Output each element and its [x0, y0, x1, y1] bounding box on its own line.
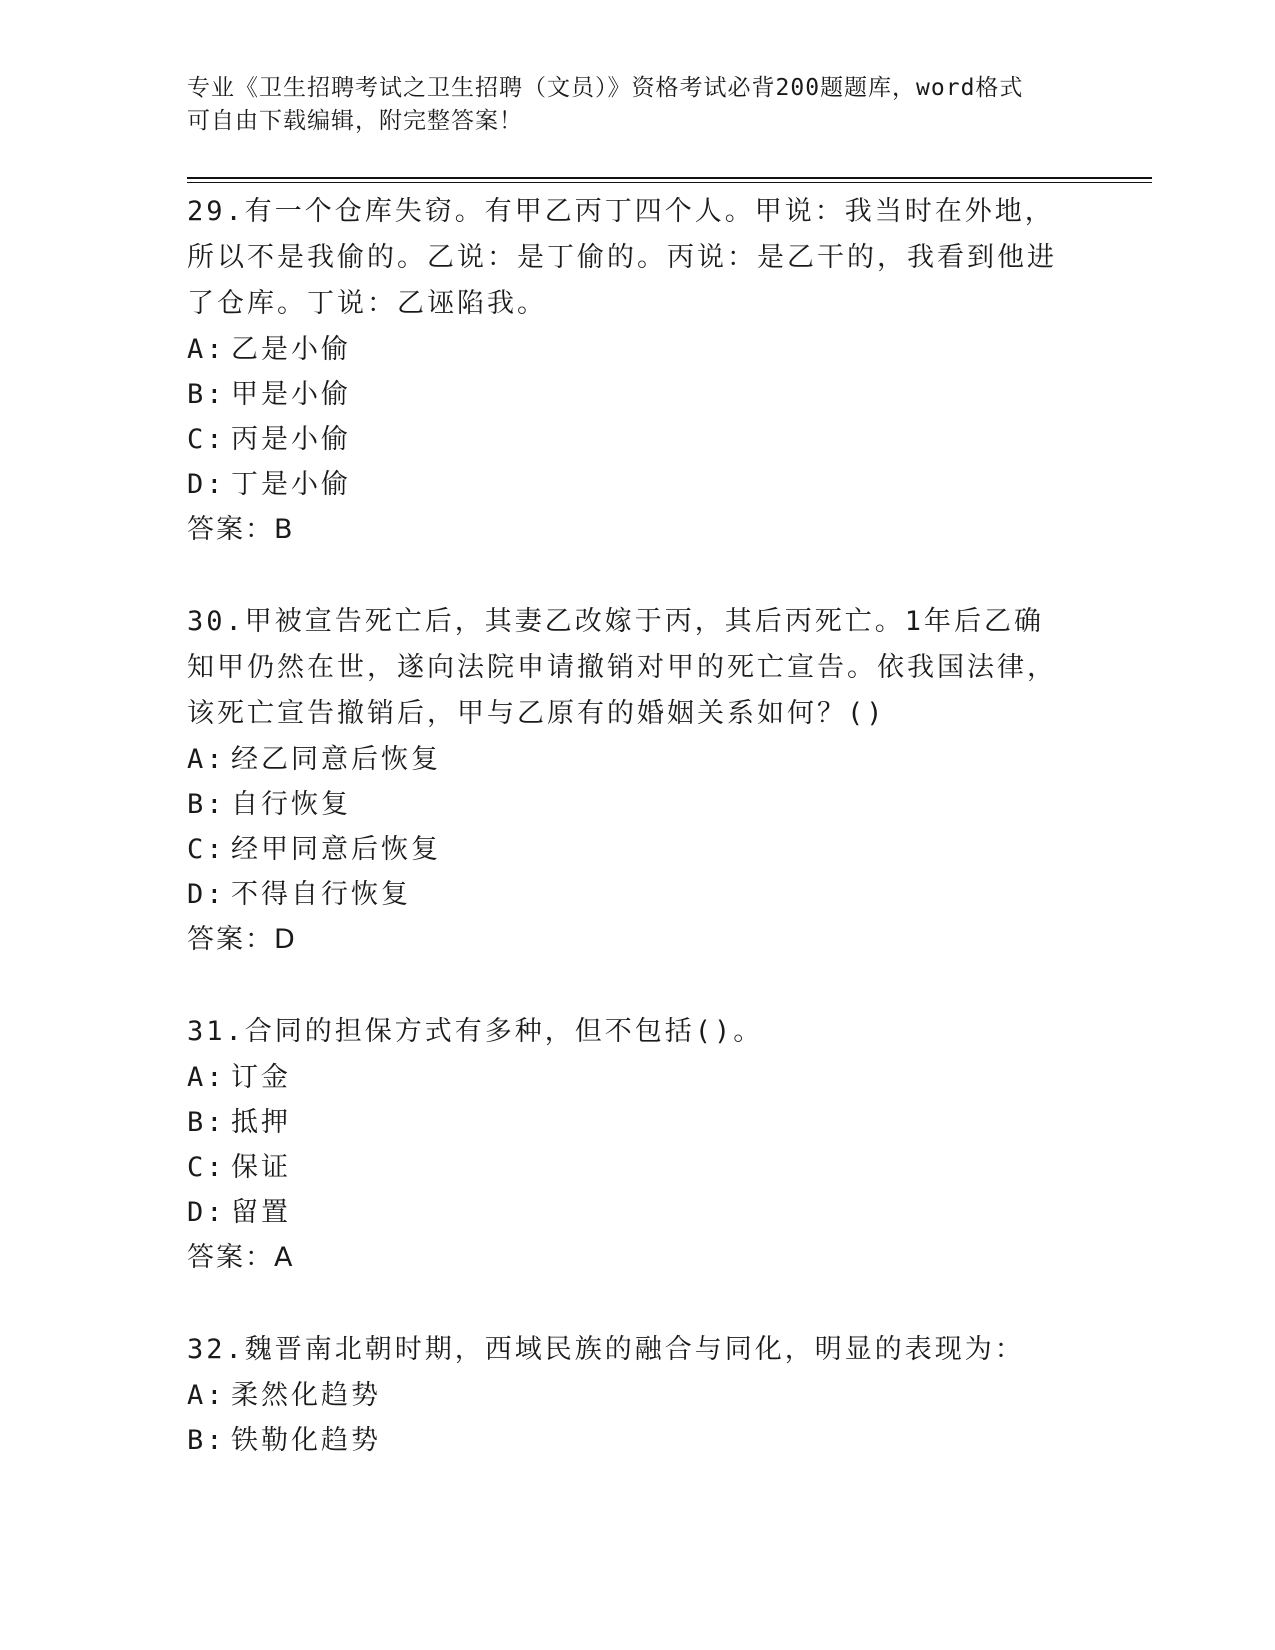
answer: 答案：A — [187, 1242, 295, 1273]
question-29 — [187, 189, 1067, 553]
option-b — [187, 1100, 1067, 1145]
question-text: 31.合同的担保方式有多种，但不包括()。 — [187, 1016, 764, 1047]
option-text: 不得自行恢复 — [231, 879, 411, 910]
answer: 答案：B — [187, 514, 295, 545]
question-31 — [187, 1009, 1067, 1281]
option-a — [187, 1055, 1067, 1100]
option-b — [187, 372, 1067, 417]
option-b — [187, 1418, 1067, 1463]
option-key: A: — [187, 1062, 226, 1093]
option-text: 自行恢复 — [231, 789, 351, 820]
option-key: C: — [187, 1152, 226, 1183]
option-text: 甲是小偷 — [231, 379, 351, 410]
header-line-1: 专业《卫生招聘考试之卫生招聘（文员）》资格考试必背200题题库，word格式 — [187, 75, 1024, 101]
option-key: D: — [187, 469, 226, 500]
option-key: C: — [187, 834, 226, 865]
option-key: D: — [187, 879, 226, 910]
option-key: A: — [187, 744, 226, 775]
question-text: 30.甲被宣告死亡后，其妻乙改嫁于丙，其后丙死亡。1年后乙确知甲仍然在世，遂向法院申请撤销对甲的死亡宣告。依我国法律，该死亡宣告撤销后，甲与乙原有的婚姻关系如何？() — [187, 606, 1057, 729]
option-b — [187, 782, 1067, 827]
header-divider-thin — [187, 182, 1152, 183]
option-d — [187, 872, 1067, 917]
option-key: B: — [187, 789, 226, 820]
option-text: 柔然化趋势 — [231, 1380, 381, 1411]
question-30 — [187, 599, 1067, 963]
option-text: 经乙同意后恢复 — [231, 744, 441, 775]
option-d — [187, 462, 1067, 507]
option-a — [187, 1373, 1067, 1418]
option-key: B: — [187, 1425, 226, 1456]
option-d — [187, 1190, 1067, 1235]
option-c — [187, 1145, 1067, 1190]
question-text: 29.有一个仓库失窃。有甲乙丙丁四个人。甲说：我当时在外地，所以不是我偷的。乙说：是丁偷的。丙说：是乙干的，我看到他进了仓库。丁说：乙诬陷我。 — [187, 196, 1057, 319]
option-c — [187, 417, 1067, 462]
option-c — [187, 827, 1067, 872]
answer: 答案：D — [187, 924, 297, 955]
question-list — [187, 189, 1067, 1509]
option-text: 铁勒化趋势 — [231, 1425, 381, 1456]
option-text: 乙是小偷 — [231, 334, 351, 365]
option-text: 订金 — [231, 1062, 291, 1093]
option-a — [187, 737, 1067, 782]
option-a — [187, 327, 1067, 372]
option-key: C: — [187, 424, 226, 455]
option-text: 丁是小偷 — [231, 469, 351, 500]
option-key: A: — [187, 1380, 226, 1411]
option-key: D: — [187, 1197, 226, 1228]
option-text: 保证 — [231, 1152, 291, 1183]
question-32 — [187, 1327, 1067, 1463]
header-divider-thick — [187, 177, 1152, 179]
option-text: 留置 — [231, 1197, 291, 1228]
document-header — [187, 72, 1087, 138]
option-text: 抵押 — [231, 1107, 291, 1138]
option-key: A: — [187, 334, 226, 365]
question-text: 32.魏晋南北朝时期，西域民族的融合与同化，明显的表现为： — [187, 1334, 1025, 1365]
option-text: 经甲同意后恢复 — [231, 834, 441, 865]
option-key: B: — [187, 379, 226, 410]
option-text: 丙是小偷 — [231, 424, 351, 455]
header-line-2: 可自由下载编辑，附完整答案！ — [187, 108, 523, 134]
option-key: B: — [187, 1107, 226, 1138]
